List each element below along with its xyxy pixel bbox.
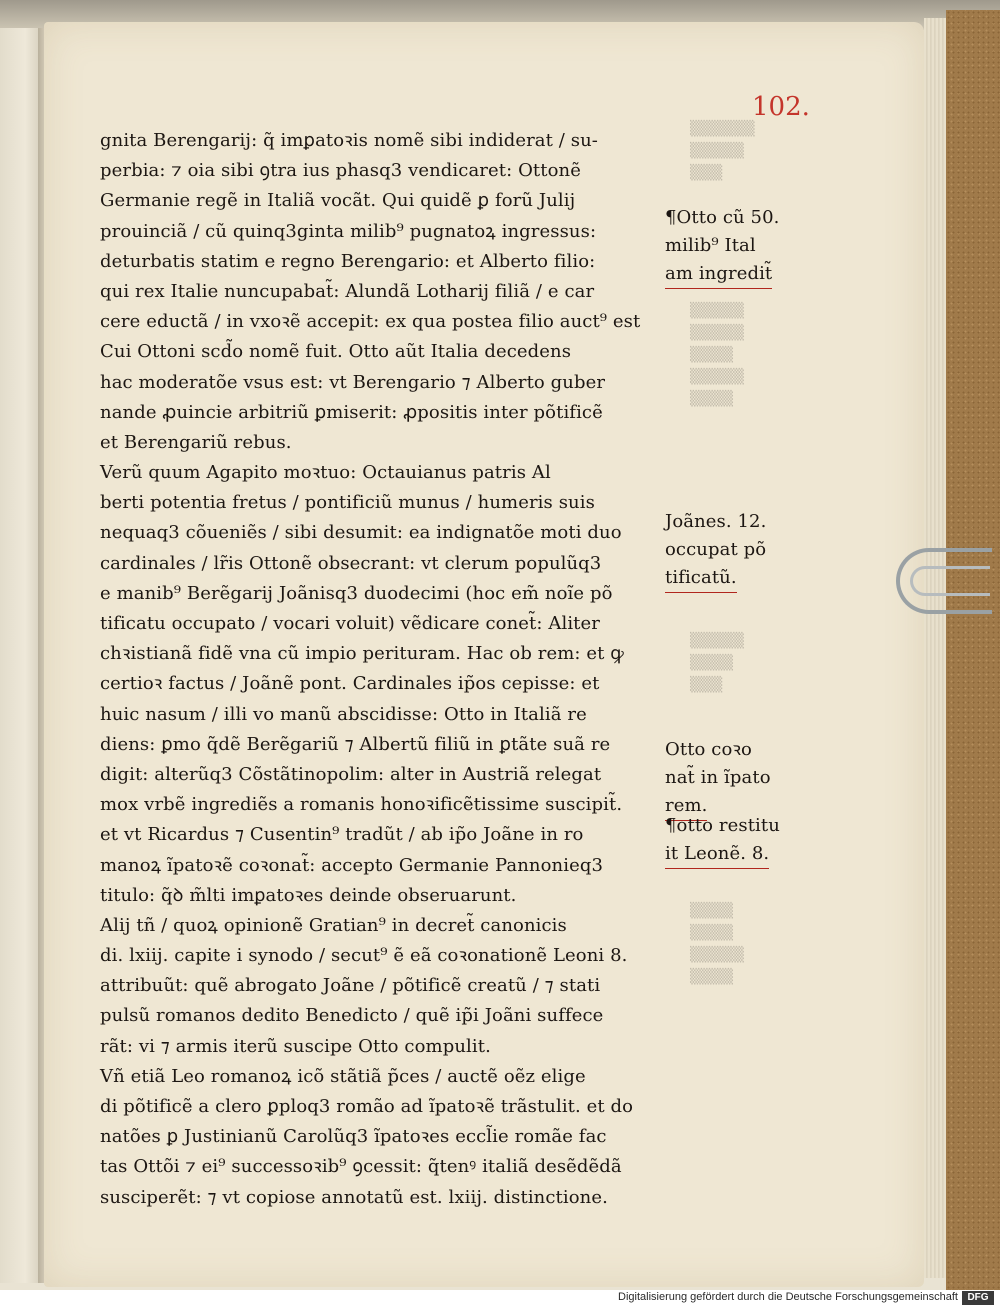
marginal-note (665, 736, 795, 820)
text-line: Cui Ottoni scd̃o nomẽ fuit. Otto aũt Italia decedens (100, 341, 572, 363)
text-line: huic nasum / illi vo manũ abscidisse: Otto in Italiã re (100, 703, 587, 725)
text-line: Alij tñ / quoꝝ opinionẽ Gratian⁹ in decret̃ canonicis (100, 914, 567, 936)
marginal-note-line: occupat põ (665, 539, 767, 560)
digitization-footer (0, 1290, 1000, 1307)
text-line: Verũ quum Agapito moꝛtuo: Octauianus patris Al (100, 462, 551, 484)
marginal-note-line: Joãnes. 12. (665, 511, 767, 532)
text-line: chꝛistianã fidẽ vna cũ impio perituram. Hac ob rem: et ꝙ (100, 643, 624, 665)
text-line: prouinciã / cũ quinq3ginta milib⁹ pugnatoꝝ ingressus: (100, 220, 597, 242)
marginal-note (665, 812, 795, 868)
text-line: cardinales / lr̃is Ottonẽ obsecrant: vt clerum populũq3 (100, 552, 602, 574)
bleed-through-text: ▒▒▒▒ ▒▒▒▒ ▒▒▒▒▒ ▒▒▒▒ (690, 903, 744, 985)
folio-number: 102. (752, 92, 810, 122)
bleed-through-text: ▒▒▒▒▒▒ ▒▒▒▒▒ ▒▒▒ (690, 121, 755, 181)
text-line: Germanie regẽ in Italiã vocãt. Qui quidẽ ꝑ forũ Julij (100, 190, 576, 212)
funding-credit: Digitalisierung gefördert durch die Deutsche Forschungsgemeinschaft (618, 1291, 958, 1303)
bleed-through-text: ▒▒▒▒▒ ▒▒▒▒ ▒▒▒ (690, 633, 744, 693)
marginal-note-line: Otto coꝛo (665, 739, 752, 760)
text-line: tas Ottõi ⁊ ei⁹ successoꝛib⁹ ꝯcessit: q̃tenꝰ italiã desẽdẽdã (100, 1156, 622, 1178)
text-line: nande ꝓuincie arbitriũ ꝑmiserit: ꝓpositis inter põtificẽ (100, 401, 603, 423)
text-line: deturbatis statim e regno Berengario: et Alberto filio: (100, 250, 596, 272)
text-line: berti potentia fretus / pontificiũ munus / humeris suis (100, 492, 595, 514)
text-line: diens: ꝑmo q̃dẽ Berẽgariũ ⁊ Albertũ filiũ in ꝑtãte suã re (100, 733, 611, 755)
text-line: cere eductã / in vxoꝛẽ accepit: ex qua postea filio auct⁹ est (100, 311, 641, 333)
marginal-note-line: nat̃ in ĩpato (665, 767, 771, 788)
marginal-note-line: am ingredit̃ (665, 260, 795, 288)
marginal-note-line: ¶otto restitu (665, 815, 780, 836)
text-line: natões ꝑ Justinianũ Carolũq3 ĩpatoꝛes eccl̃ie romãe fac (100, 1126, 607, 1148)
bleed-through-text: ▒▒▒▒▒ ▒▒▒▒▒ ▒▒▒▒ ▒▒▒▒▒ ▒▒▒▒ (690, 303, 744, 407)
text-line: di põtificẽ a clero ꝑploq3 romão ad ĩpatoꝛẽ trãstulit. et do (100, 1096, 634, 1117)
paper-clip-inner-loop (910, 566, 990, 596)
text-line: gnita Berengarij: q̃ imꝑatoꝛis nomẽ sibi indiderat / su- (100, 130, 598, 151)
text-line: e manib⁹ Berẽgarij Joãnisq3 duodecimi (hoc em̃ noĩe põ (100, 582, 613, 604)
marginal-note-line: it Leonẽ. 8. (665, 840, 795, 868)
text-line: qui rex Italie nuncupabat̃: Alundã Lotharij filiã / e car (100, 280, 595, 302)
main-text-block (100, 126, 660, 1213)
text-line: manoꝝ ĩpatoꝛẽ coꝛonat̃: accepto Germanie Pannonieq3 (100, 854, 604, 876)
marginal-note (665, 204, 795, 288)
marginal-note-line: milib⁹ Ital (665, 235, 756, 256)
marginal-note-line: ¶Otto cũ 50. (665, 207, 780, 228)
text-line: digit: alterũq3 Cõstãtinopolim: alter in Austriã relegat (100, 763, 602, 785)
text-line: et Berengariũ rebus. (100, 431, 292, 453)
text-line: et vt Ricardus ⁊ Cusentin⁹ tradũt / ab ip̃o Joãne in ro (100, 824, 584, 846)
text-line: certioꝛ factus / Joãnẽ pont. Cardinales ip̃os cepisse: et (100, 673, 600, 695)
text-line: hac moderatõe vsus est: vt Berengario ⁊ Alberto guber (100, 371, 606, 393)
marginal-note-line: tificatũ. (665, 564, 795, 592)
leather-cover (946, 10, 1000, 1290)
facing-page-edge (0, 28, 42, 1283)
text-line: tificatu occupato / vocari voluit) vẽdicare conet̃: Aliter (100, 613, 600, 634)
text-line: pulsũ romanos dedito Benedicto / quẽ ip̃i Joãni suffece (100, 1005, 604, 1027)
text-line: perbia: ⁊ oia sibi ꝯtra ius phasq3 vendicaret: Ottonẽ (100, 160, 581, 182)
marginal-note-line: rem. (665, 792, 795, 820)
marginal-note (665, 508, 795, 592)
text-line: titulo: q̃ꝺ m̃lti imꝑatoꝛes deinde obseruarunt. (100, 884, 517, 906)
text-line: mox vrbẽ ingrediẽs a romanis honoꝛificẽtissime suscipit̃. (100, 794, 623, 816)
dfg-logo: DFG (962, 1291, 994, 1305)
text-line: nequaq3 cõueniẽs / sibi desumit: ea indignatõe moti duo (100, 522, 622, 544)
text-line: attribuũt: quẽ abrogato Joãne / põtificẽ creatũ / ⁊ stati (100, 975, 601, 997)
text-line: Vñ etiã Leo romanoꝝ icõ stãtiã p̃ces / auctẽ oẽz elige (100, 1065, 586, 1087)
text-line: di. lxiij. capite i synodo / secut⁹ ẽ eã coꝛonationẽ Leoni 8. (100, 945, 628, 967)
text-line: rãt: vi ⁊ armis iterũ suscipe Otto compulit. (100, 1035, 491, 1057)
text-line: susciperẽt: ⁊ vt copiose annotatũ est. lxiij. distinctione. (100, 1186, 608, 1208)
